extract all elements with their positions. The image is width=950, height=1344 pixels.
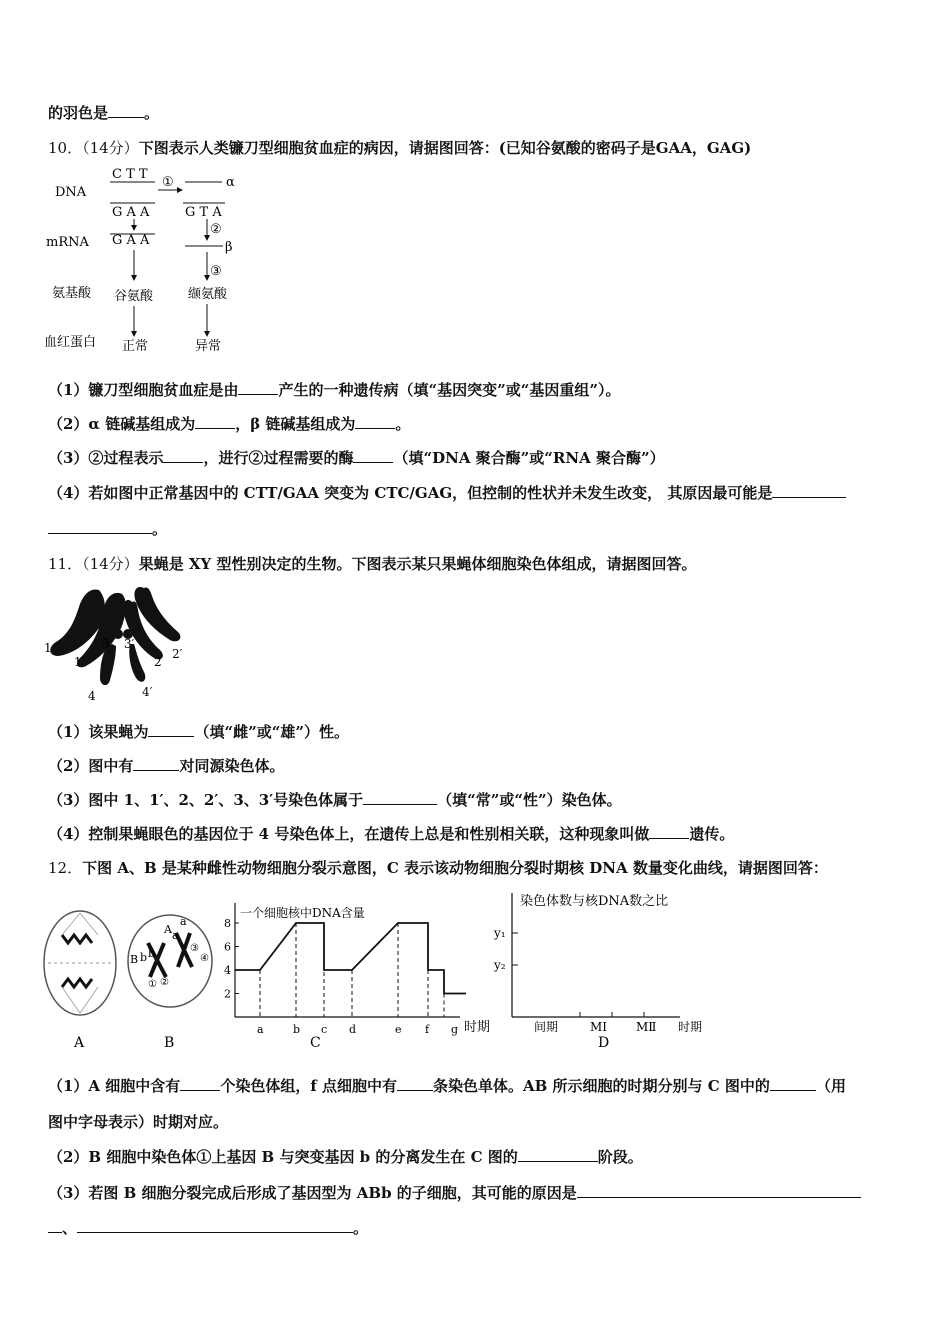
top-line: 的羽色是 。 (48, 104, 160, 122)
chart-c-ytick-label: 2 (224, 987, 231, 1001)
chromosome-marker-1: ① (148, 979, 157, 990)
answer-blank[interactable] (148, 722, 194, 737)
chromosome-marker-2: ② (160, 977, 169, 988)
chrom-label-3: 3 (102, 637, 110, 651)
chrom-label-2: 2 (154, 655, 162, 669)
chrom-label-4: 4 (88, 689, 96, 703)
chart-c-xtick-d: d (349, 1023, 357, 1036)
chart-c-ytick-label: 8 (224, 917, 231, 930)
gene-A: A (164, 923, 172, 936)
mutant-dna-strand: G T A (185, 205, 222, 220)
answer-blank[interactable] (195, 414, 235, 429)
answer-blank[interactable] (77, 1218, 353, 1233)
gene-a: a (180, 915, 187, 928)
q11-sub1: （1）该果蝇为 （填“雌”或“雄”）性。 (48, 723, 349, 741)
answer-blank[interactable] (770, 1076, 816, 1091)
chart-d-xtick-m2: MⅡ (636, 1020, 657, 1034)
answer-blank[interactable] (238, 380, 278, 395)
answer-blank[interactable] (649, 824, 689, 839)
q10-sub3: （3）②过程表示 ，进行②过程需要的酶 （填“DNA 聚合酶”或“RNA 聚合酶”） (48, 449, 665, 467)
chart-d-title: 染色体数与核DNA数之比 (520, 894, 669, 909)
q11-sub3: （3）图中 1、1′、2、2′、3、3′号染色体属于 （填“常”或“性”）染色体。 (48, 791, 622, 809)
q12-sub2: （2）B 细胞中染色体①上基因 B 与突变基因 b 的分离发生在 C 图的 阶段。 (48, 1148, 643, 1166)
fruitfly-chromosome-figure (44, 582, 194, 707)
gene-b: b (140, 951, 148, 964)
mrna-strand: G A A (112, 233, 150, 248)
chart-c-xtick-f: f (425, 1023, 430, 1036)
q10-sub1: （1）镰刀型细胞贫血症是由 产生的一种遗传病（填“基因突变”或“基因重组”）。 (48, 381, 621, 399)
gene-a2: a (172, 929, 179, 942)
answer-blank[interactable] (355, 414, 395, 429)
chart-d-ratio (490, 885, 720, 1055)
chrom-label-1-prime: 1′ (74, 655, 85, 669)
chart-d-xlabel: 时期 (678, 1020, 703, 1034)
beta-label: β (225, 240, 233, 255)
answer-blank[interactable] (772, 483, 846, 498)
amino-acid-normal: 谷氨酸 (114, 289, 154, 304)
chromosome-3 (113, 629, 123, 639)
step-2-label: ② (210, 222, 222, 237)
answer-blank[interactable] (133, 756, 179, 771)
chart-c-xtick-c: c (321, 1023, 328, 1036)
q12-sub1-cont: 图中字母表示）时期对应。 (48, 1113, 229, 1131)
cell-a-chromosomes-bottom (62, 979, 92, 987)
text: 的羽色是 (48, 104, 109, 122)
alpha-label: α (226, 175, 235, 190)
answer-blank[interactable] (577, 1183, 861, 1198)
q10-header: 10．（14分）下图表示人类镰刀型细胞贫血症的病因，请据图回答：(已知谷氨酸的密码子是GAA，GAG) (48, 139, 752, 157)
chart-c-dna-content (220, 895, 500, 1055)
row-label-hemoglobin: 血红蛋白 (44, 335, 97, 350)
chart-d-xtick-interphase: 间期 (534, 1020, 559, 1034)
protein-mutant: 异常 (195, 339, 222, 354)
q10-sub4: （4）若如图中正常基因中的 CTT/GAA 突变为 CTC/GAG，但控制的性状并未发生改变， 其原因最可能是 (48, 483, 846, 503)
q10-sub2: （2）α 链碱基组成为 ，β 链碱基组成为 。 (48, 415, 411, 433)
chart-c-ytick-label: 4 (224, 964, 231, 977)
answer-blank[interactable] (353, 448, 393, 463)
q12-header: 12．下图 A、B 是某种雌性动物细胞分裂示意图，C 表示该动物细胞分裂时期核 DNA 数量变化曲线，请据图回答： (48, 859, 828, 877)
cell-figures-ab (40, 905, 220, 1055)
gene-b2: b (148, 947, 156, 960)
chart-c-xtick-b: b (293, 1023, 301, 1036)
answer-blank[interactable] (518, 1147, 598, 1162)
fig-label-b: B (164, 1035, 175, 1051)
answer-blank[interactable] (363, 790, 437, 805)
chrom-label-3-prime: 3′ (124, 637, 135, 651)
dna-top-strand: C T T (112, 167, 148, 182)
step-1-label: ① (162, 175, 174, 190)
chart-c-xtick-e: e (395, 1023, 402, 1036)
chart-d-ytick-y2: y₂ (494, 958, 506, 972)
row-label-mrna: mRNA (46, 235, 89, 250)
chart-c-ytick-label: 6 (224, 940, 231, 954)
protein-normal: 正常 (122, 339, 149, 354)
q11-header: 11．（14分）果蝇是 XY 型性别决定的生物。下图表示某只果蝇体细胞染色体组成，请据图回答。 (48, 555, 697, 573)
row-label-amino-acid: 氨基酸 (52, 286, 92, 301)
cell-a-chromosomes-top (62, 935, 92, 943)
chromosome-marker-3: ③ (190, 943, 199, 954)
chart-c-xlabel: 时期 (464, 1020, 491, 1035)
row-label-dna: DNA (55, 185, 87, 200)
fig-label-a: A (74, 1035, 85, 1051)
q11-sub2: （2）图中有 对同源染色体。 (48, 757, 285, 775)
chrom-label-2-prime: 2′ (172, 647, 183, 661)
answer-blank[interactable] (108, 103, 144, 118)
answer-blank[interactable] (180, 1076, 220, 1091)
answer-blank[interactable] (163, 448, 203, 463)
chart-d-ytick-y1: y₁ (494, 926, 506, 940)
chart-d-xtick-m1: MⅠ (590, 1020, 608, 1034)
chrom-label-1: 1 (44, 641, 52, 655)
answer-blank[interactable] (48, 519, 152, 534)
q12-sub1: （1）A 细胞中含有 个染色体组，f 点细胞中有 条染色单体。AB 所示细胞的时期分别与 C 图中的 （用 (48, 1077, 846, 1095)
sickle-cell-diagram (40, 160, 280, 360)
q12-sub3-cont: 、 。 (48, 1218, 368, 1238)
answer-blank[interactable] (48, 1218, 62, 1233)
step-3-label: ③ (210, 264, 222, 279)
chart-c-series-line (235, 923, 466, 994)
q10-sub4-cont: 。 (48, 519, 167, 539)
dna-bottom-strand: G A A (112, 205, 150, 220)
chart-c-xtick-a: a (257, 1023, 264, 1036)
fig-label-c: C (310, 1035, 321, 1051)
q11-sub4: （4）控制果蝇眼色的基因位于 4 号染色体上，在遗传上总是和性别相关联，这种现象叫做 遗传。 (48, 825, 735, 843)
answer-blank[interactable] (397, 1076, 433, 1091)
chart-c-xtick-g: g (451, 1023, 459, 1036)
chart-c-title: 一个细胞核中DNA含量 (240, 906, 365, 920)
q12-sub3: （3）若图 B 细胞分裂完成后形成了基因型为 ABb 的子细胞，其可能的原因是 (48, 1183, 861, 1203)
fig-label-d: D (598, 1035, 610, 1051)
chrom-label-4-prime: 4′ (142, 685, 153, 699)
amino-acid-mutant: 缬氨酸 (188, 287, 228, 302)
chromosome-marker-4: ④ (200, 953, 209, 964)
gene-B: B (130, 953, 139, 966)
